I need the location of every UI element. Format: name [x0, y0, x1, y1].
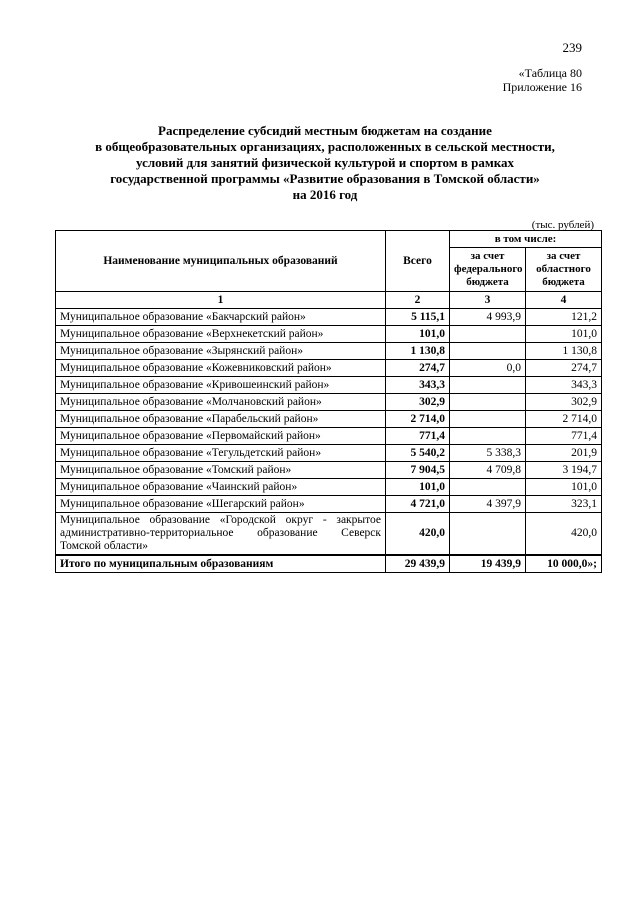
total-row: [56, 555, 602, 573]
document-title: [60, 123, 590, 203]
municipality-name: Муниципальное образование «Томский район»: [56, 462, 386, 479]
table-row: [56, 394, 602, 411]
federal-value: [450, 411, 526, 428]
total-value: 5 540,2: [386, 445, 450, 462]
federal-value: [450, 343, 526, 360]
regional-value: 121,2: [526, 309, 602, 326]
title-line: на 2016 год: [292, 187, 358, 202]
federal-value: 4 709,8: [450, 462, 526, 479]
municipality-name: Муниципальное образование «Парабельский район»: [56, 411, 386, 428]
total-value: 4 721,0: [386, 496, 450, 513]
header-including: в том числе:: [450, 231, 602, 248]
header-total: Всего: [386, 231, 450, 292]
table-row: [56, 343, 602, 360]
federal-value: 4 993,9: [450, 309, 526, 326]
municipality-name: Муниципальное образование «Первомайский район»: [56, 428, 386, 445]
subsidy-table: [55, 230, 602, 573]
federal-value: [450, 479, 526, 496]
municipality-name: Муниципальное образование «Чаинский район»: [56, 479, 386, 496]
regional-total-value: 10 000,0»;: [526, 555, 602, 573]
federal-value: [450, 428, 526, 445]
total-value: 2 714,0: [386, 411, 450, 428]
column-number: 2: [386, 292, 450, 309]
title-line: государственной программы «Развитие образования в Томской области»: [110, 171, 540, 186]
table-row: [56, 428, 602, 445]
units-label: (тыс. рублей): [531, 219, 594, 231]
header-federal: за счет федерального бюджета: [450, 248, 526, 292]
total-value: 101,0: [386, 479, 450, 496]
total-value: 302,9: [386, 394, 450, 411]
grand-total-value: 29 439,9: [386, 555, 450, 573]
municipality-name: Муниципальное образование «Зырянский район»: [56, 343, 386, 360]
total-value: 343,3: [386, 377, 450, 394]
regional-value: 101,0: [526, 479, 602, 496]
table-row: [56, 360, 602, 377]
total-value: 274,7: [386, 360, 450, 377]
column-number: 3: [450, 292, 526, 309]
title-line: Распределение субсидий местным бюджетам на создание: [158, 123, 492, 138]
header-name: Наименование муниципальных образований: [56, 231, 386, 292]
total-value: 420,0: [386, 513, 450, 556]
total-value: 1 130,8: [386, 343, 450, 360]
regional-value: 771,4: [526, 428, 602, 445]
municipality-name: Муниципальное образование «Кривошеинский район»: [56, 377, 386, 394]
column-number: 4: [526, 292, 602, 309]
regional-value: 420,0: [526, 513, 602, 556]
table-row: [56, 445, 602, 462]
regional-value: 274,7: [526, 360, 602, 377]
federal-value: [450, 394, 526, 411]
municipality-name: Муниципальное образование «Тегульдетский район»: [56, 445, 386, 462]
municipality-name: Муниципальное образование «Городской округ - закрытое административно-территориальное образование Северск Томской области»: [56, 513, 386, 556]
regional-value: 2 714,0: [526, 411, 602, 428]
regional-value: 343,3: [526, 377, 602, 394]
federal-value: 4 397,9: [450, 496, 526, 513]
municipality-name: Муниципальное образование «Бакчарский район»: [56, 309, 386, 326]
total-value: 771,4: [386, 428, 450, 445]
regional-value: 1 130,8: [526, 343, 602, 360]
table-row: [56, 411, 602, 428]
title-line: условий для занятий физической культурой и спортом в рамках: [135, 155, 514, 170]
page-number: 239: [562, 40, 582, 55]
attachment-reference: [503, 66, 582, 94]
table-row: [56, 513, 602, 556]
total-label: Итого по муниципальным образованиям: [56, 555, 386, 573]
total-value: 101,0: [386, 326, 450, 343]
total-value: 7 904,5: [386, 462, 450, 479]
total-value: 5 115,1: [386, 309, 450, 326]
municipality-name: Муниципальное образование «Верхнекетский район»: [56, 326, 386, 343]
federal-value: [450, 377, 526, 394]
municipality-name: Муниципальное образование «Молчановский район»: [56, 394, 386, 411]
appendix-reference: Приложение 16: [502, 80, 582, 94]
municipality-name: Муниципальное образование «Шегарский район»: [56, 496, 386, 513]
table-row: [56, 462, 602, 479]
federal-value: 5 338,3: [450, 445, 526, 462]
regional-value: 302,9: [526, 394, 602, 411]
table-row: [56, 377, 602, 394]
table-row: [56, 309, 602, 326]
federal-value: 0,0: [450, 360, 526, 377]
header-regional: за счет областного бюджета: [526, 248, 602, 292]
column-number: 1: [56, 292, 386, 309]
federal-total-value: 19 439,9: [450, 555, 526, 573]
regional-value: 101,0: [526, 326, 602, 343]
table-row: [56, 479, 602, 496]
municipality-name: Муниципальное образование «Кожевниковский район»: [56, 360, 386, 377]
regional-value: 3 194,7: [526, 462, 602, 479]
regional-value: 323,1: [526, 496, 602, 513]
federal-value: [450, 326, 526, 343]
regional-value: 201,9: [526, 445, 602, 462]
table-row: [56, 496, 602, 513]
title-line: в общеобразовательных организациях, расположенных в сельской местности,: [95, 139, 555, 154]
table-row: [56, 326, 602, 343]
federal-value: [450, 513, 526, 556]
table-reference: «Таблица 80: [518, 66, 582, 80]
